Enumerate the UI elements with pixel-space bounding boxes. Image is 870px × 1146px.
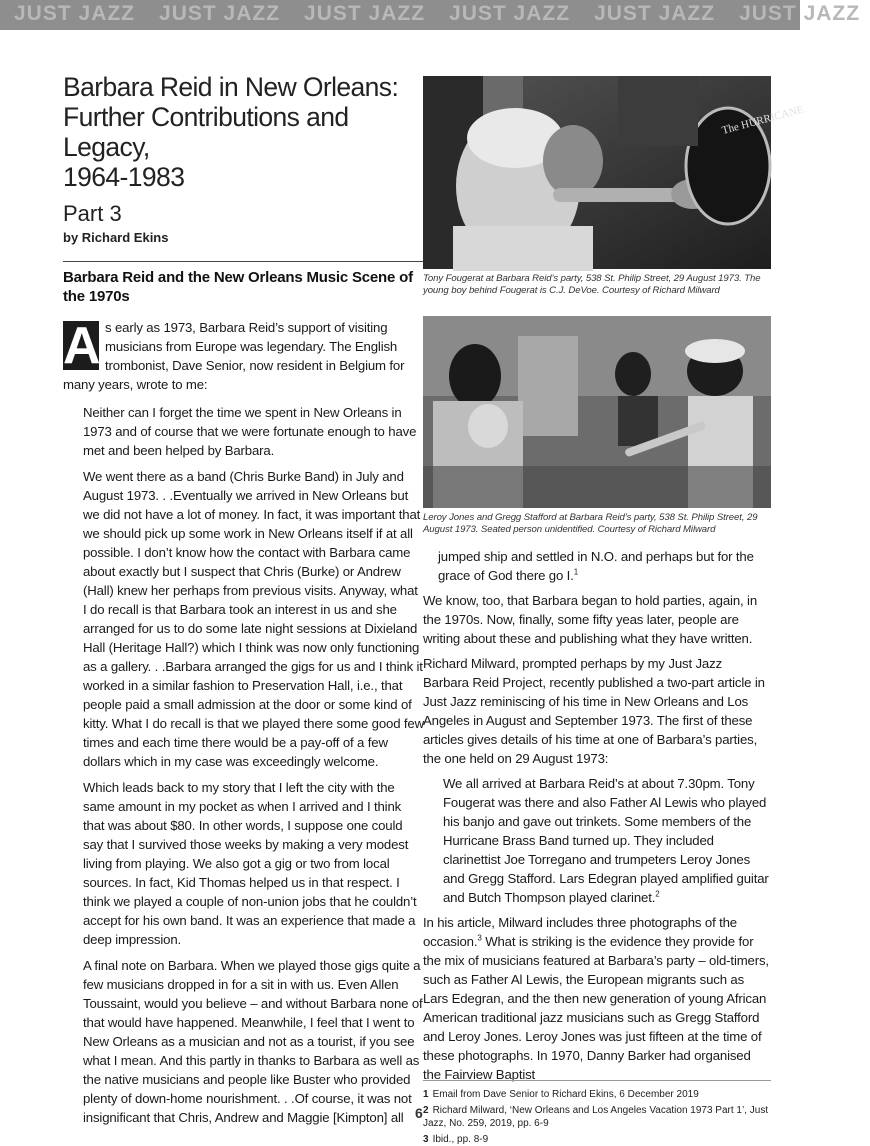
paragraph-text: In his article, Milward includes three photographs of the occasion. [423, 915, 737, 949]
body-paragraph: We know, too, that Barbara began to hold parties, again, in the 1970s. Now, finally, some fifty yeas later, people are writing about these and publishing what they have written. [423, 593, 758, 646]
continued-quote [423, 547, 771, 585]
photo-caption: Leroy Jones and Gregg Stafford at Barbara Reid’s party, 538 St. Philip Street, 29 August 1973. Seated person unidentified. Courtesy of Richard Milward [423, 512, 758, 535]
quote-paragraph: Neither can I forget the time we spent in New Orleans in 1973 and of course that we were fortunate enough to have met and been helped by Barbara. [83, 405, 417, 458]
left-column [63, 72, 424, 1127]
byline: by Richard Ekins [63, 230, 169, 245]
section-heading: Barbara Reid and the New Orleans Music Scene of the 1970s [63, 269, 413, 305]
masthead-text: JUST JAZZ [449, 2, 571, 25]
masthead-band [0, 0, 861, 30]
lead-text: s early as 1973, Barbara Reid’s support of visiting musicians from Europe was legendary. The English trombonist, Dave Senior, now resident in Belgium for many years, wrote to me: [63, 320, 405, 392]
article-title [63, 72, 424, 192]
footnote-ref: 2 [655, 889, 660, 899]
title-line: Further Contributions and Legacy, [63, 102, 349, 162]
footnote-ref: 3 [477, 933, 482, 943]
page-number: 6 [415, 1105, 423, 1121]
drop-cap-letter: A [63, 317, 101, 375]
block-quote-senior [63, 403, 424, 1127]
footnote-number: 3 [423, 1134, 429, 1145]
drum-text: The HURRICANE [720, 103, 805, 137]
masthead-text: JUST JAZZ [14, 2, 136, 25]
continued-quote-text: jumped ship and settled in N.O. and perhaps but for the grace of God there go I. [438, 549, 754, 583]
footnote [423, 1088, 771, 1101]
footnote-text: Richard Milward, ‘New Orleans and Los Angeles Vacation 1973 Part 1’, Just Jazz, No. 259, 2019, pp. 6-9 [423, 1105, 769, 1129]
masthead-text: JUST JAZZ [159, 2, 281, 25]
quote-text: We all arrived at Barbara Reid’s at about 7.30pm. Tony Fougerat was there and also Father Al Lewis who played his banjo and gave out trinkets. Some members of the Hurricane Brass Band turned up. They included clarinettist Joe Torregano and trumpeters Leroy Jones and Gregg Stafford. Lars Edegran played amplified guitar and Butch Thompson played clarinet. [443, 776, 769, 905]
paragraph-text: What is striking is the evidence they provide for the mix of musicians featured at Barbara’s party – old-timers, such as Father Al Lewis, the European migrants such as Lars Edegran, and the then new generation of young African American traditional jazz musicians such as Gregg Stafford and Leroy Jones. Leroy Jones was just fifteen at the time of these photographs. In 1970, Danny Barker had organised the Fairview Baptist [423, 934, 769, 1082]
footnote [423, 1133, 771, 1146]
photo-caption: Tony Fougerat at Barbara Reid’s party, 538 St. Philip Street, 29 August 1973. The young boy behind Fougerat is C.J. DeVoe. Courtesy of Richard Milward [423, 273, 761, 296]
body-paragraph [423, 913, 771, 1084]
footnote-number: 1 [423, 1089, 429, 1100]
masthead-text: JUST JAZZ [739, 2, 861, 25]
footnote-text: Ibid., pp. 8-9 [432, 1134, 489, 1145]
right-column [423, 76, 805, 1084]
magazine-page [20, 30, 805, 1145]
footnotes [423, 1080, 771, 1146]
quote-paragraph: A final note on Barbara. When we played those gigs quite a few musicians dropped in for a sit in with us. Even Allen Toussaint, would you believe – and without Barbara none of that would have happened. Meanwhile, I feel that I went to New Orleans as a musician and not as a tourist, if you see what I mean. And this partly in thanks to Barbara as well as the native musicians and people like Buster who provided plenty of down-home nourishment. . .Of course, it was not insignificant that Chris, Andrew and Maggie [Kimpton] all [83, 958, 423, 1125]
title-line: 1964-1983 [63, 162, 185, 192]
title-line: Barbara Reid in New Orleans: [63, 72, 399, 102]
quote-paragraph: Which leads back to my story that I left the city with the same amount in my pocket as when I arrived and I think that was about $80. In other words, I suppose one could say that I survived those weeks by making a very modest living from playing. We also got a gig or two from local sources. In fact, Kid Thomas helped us in that respect. I think we played a couple of non-union jobs that he couldn’t accept for his own band. It was an experience that made a deep impression. [83, 780, 417, 947]
footnote [423, 1104, 771, 1130]
photo-jones-stafford-image [423, 316, 771, 508]
photo-fougerat [423, 76, 805, 269]
masthead-text: JUST JAZZ [304, 2, 426, 25]
divider [63, 261, 424, 262]
body-paragraph: Richard Milward, prompted perhaps by my Just Jazz Barbara Reid Project, recently published a two-part article in Just Jazz reminiscing of his time in New Orleans and Los Angeles in August and September 1973. The first of these articles gives details of his time at one of Barbara’s parties, the one held on 29 August 1973: [423, 656, 765, 766]
block-quote-milward [423, 774, 771, 907]
part-label: Part 3 [63, 201, 122, 226]
footnote-text: Email from Dave Senior to Richard Ekins, 6 December 2019 [432, 1089, 699, 1100]
footnote-ref: 1 [573, 567, 578, 577]
photo-jones-stafford [423, 316, 771, 508]
photo-fougerat-image [423, 76, 805, 269]
quote-paragraph: We went there as a band (Chris Burke Band) in July and August 1973. . .Eventually we arrived in New Orleans but we did not have a lot of money. In fact, it was important that we should pick up some work in New Orleans itself if at all possible. I don’t know how the contact with Barbara came about exactly but I suspect that Chris (Burke) or Andrew (Hall) knew her perhaps from previous visits. Anyway, what I do recall is that Barbara took an interest in us and she arranged for us to do some late night sessions at Dixieland Hall (Heritage Hall?) which I think was now only functioning as a gallery. . .Barbara arranged the gigs for us and I think it worked in a similar fashion to Preservation Hall, i.e., that people paid a small admission at the door or some kind of kitty. What I do recall is that we played there some good few times and each time there would be a pay-off of a few dollars which in my case was exceedingly welcome. [83, 469, 424, 769]
lead-paragraph [63, 318, 424, 394]
footnote-number: 2 [423, 1105, 429, 1116]
masthead-text: JUST JAZZ [594, 2, 716, 25]
drop-cap [63, 317, 101, 375]
